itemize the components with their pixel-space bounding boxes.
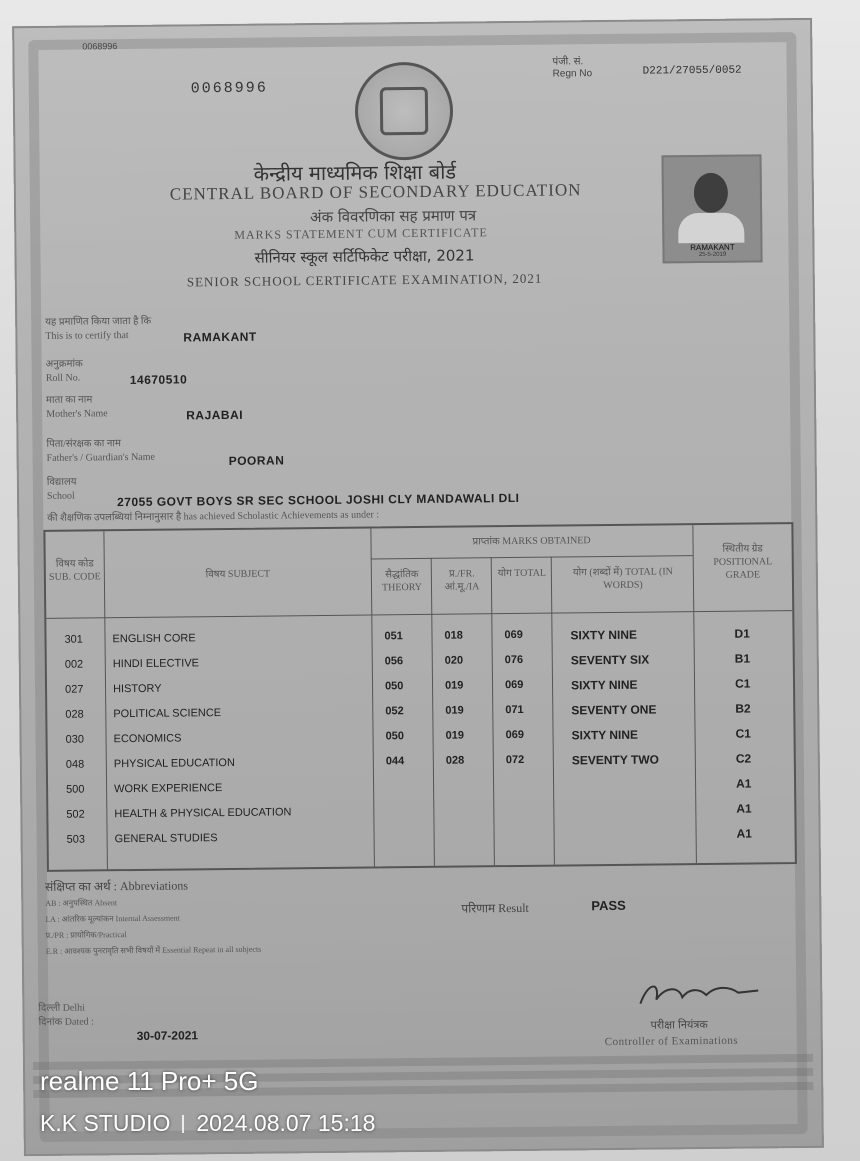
- place-label: दिल्ली Delhi: [38, 1002, 85, 1014]
- header-practical-ia: प्र./FR. आं.मू./IA: [444, 568, 480, 593]
- exam-title-hindi: सीनियर स्कूल सर्टिफिकेट परीक्षा, 2021: [254, 246, 475, 267]
- certify-label-hi: यह प्रमाणित किया जाता है कि: [45, 315, 152, 328]
- grade-cell: A1: [736, 801, 752, 816]
- abbr-essential-repeat: E.R : आवश्यक पुनरावृति सभी विषयों में Essential Repeat in all subjects: [45, 944, 262, 956]
- sub-code-cell: 027: [64, 683, 84, 696]
- regn-number: D221/27055/0052: [642, 64, 742, 78]
- abbr-practical: प्र./PR : प्रायोगिक/Practical: [45, 930, 127, 940]
- regn-label-en: Regn No: [552, 68, 593, 80]
- abbreviations-title: संक्षिप्त का अर्थ : Abbreviations: [45, 878, 189, 894]
- sub-code-cell: 301: [64, 633, 83, 646]
- serial-number: 0068996: [190, 79, 268, 98]
- student-photo: [661, 154, 762, 263]
- school-name: 27055 GOVT BOYS SR SEC SCHOOL JOSHI CLY MANDAWALI DLI: [117, 490, 520, 510]
- theory-cell: 051: [384, 630, 403, 643]
- doc-subtitle: MARKS STATEMENT CUM CERTIFICATE: [234, 225, 488, 242]
- marks-certificate: [12, 18, 824, 1156]
- controller-signature: [634, 976, 764, 1013]
- total-cell: 072: [505, 753, 525, 767]
- board-title: CENTRAL BOARD OF SECONDARY EDUCATION: [169, 180, 582, 204]
- regn-label-hi: पंजी. सं.: [552, 56, 584, 68]
- abbr-internal-assessment: I.A : आंतरिक मूल्यांकन Internal Assessment: [45, 913, 180, 924]
- camera-watermark-device: realme 11 Pro+ 5G: [40, 1066, 259, 1096]
- watermark-timestamp: 2024.08.07 15:18: [196, 1110, 376, 1136]
- grade-cell: A1: [736, 776, 752, 791]
- sub-code-cell: 500: [66, 783, 85, 796]
- sub-code-cell: 503: [66, 833, 86, 846]
- header-total-words: योग (शब्दों में) TOTAL (IN WORDS): [572, 566, 673, 592]
- grade-cell: C2: [735, 751, 752, 766]
- issue-date: 30-07-2021: [136, 1028, 199, 1043]
- header-subject: विषय SUBJECT: [205, 568, 271, 581]
- school-label: School: [46, 490, 75, 502]
- place-block: [38, 1001, 94, 1030]
- header-sub-code: विषय कोड SUB. CODE: [48, 558, 101, 583]
- grade-cell: B1: [734, 651, 751, 666]
- subject-cell: ENGLISH CORE: [112, 632, 196, 646]
- total-words-cell: SIXTY NINE: [570, 677, 638, 693]
- practical-cell: 028: [445, 754, 465, 767]
- sub-code-cell: 030: [65, 733, 85, 746]
- father-name: POORAN: [228, 453, 285, 468]
- controller-title: Controller of Examinations: [604, 1034, 739, 1049]
- grade-cell: A1: [736, 826, 753, 841]
- total-cell: 069: [504, 628, 523, 642]
- roll-block: [46, 357, 83, 385]
- total-words-cell: SIXTY NINE: [571, 727, 639, 743]
- total-cell: 071: [505, 703, 524, 717]
- theory-cell: 044: [385, 755, 405, 768]
- sub-code-cell: 048: [65, 758, 85, 771]
- sub-code-cell: 002: [64, 658, 84, 671]
- controller-title-hindi: परीक्षा नियंत्रक: [650, 1018, 708, 1032]
- cbse-seal-logo: [355, 62, 454, 161]
- father-block: [46, 437, 155, 466]
- grade-cell: B2: [735, 701, 751, 716]
- header-marks-obtained: प्राप्तांक MARKS OBTAINED: [472, 535, 591, 548]
- father-label: Father's / Guardian's Name: [46, 451, 155, 464]
- header-positional-grade: स्थितीय ग्रेड POSITIONAL GRADE: [713, 543, 773, 581]
- mother-name: RAJABAI: [186, 407, 244, 423]
- serial-small: 0068996: [82, 41, 118, 52]
- roll-label-hi: अनुक्रमांक: [45, 358, 83, 370]
- practical-cell: 019: [444, 679, 464, 692]
- subject-cell: GENERAL STUDIES: [114, 832, 218, 846]
- total-words-cell: SEVENTY TWO: [571, 752, 660, 768]
- subject-cell: HISTORY: [112, 682, 162, 696]
- theory-cell: 050: [385, 730, 404, 743]
- doc-subtitle-hindi: अंक विवरणिका सह प्रमाण पत्र: [310, 206, 477, 227]
- grade-cell: D1: [734, 626, 750, 641]
- theory-cell: 056: [384, 655, 404, 668]
- regn-label: [552, 56, 592, 80]
- mother-label: Mother's Name: [46, 408, 108, 420]
- subject-cell: HINDI ELECTIVE: [112, 657, 200, 671]
- total-cell: 069: [505, 728, 524, 742]
- total-words-cell: SIXTY NINE: [570, 627, 638, 643]
- father-label-hi: पिता/संरक्षक का नाम: [46, 438, 121, 450]
- roll-number: 14670510: [129, 372, 188, 388]
- camera-watermark-info: [40, 1110, 375, 1137]
- marks-table: [43, 522, 797, 872]
- result-value: PASS: [591, 897, 626, 914]
- practical-cell: 019: [445, 729, 464, 742]
- mother-block: [46, 393, 108, 422]
- total-words-cell: SEVENTY ONE: [571, 702, 657, 718]
- exam-title: SENIOR SCHOOL CERTIFICATE EXAMINATION, 2021: [186, 270, 543, 290]
- practical-cell: 018: [444, 629, 463, 642]
- school-label-hi: विद्यालय: [46, 476, 77, 488]
- header-theory: सैद्धांतिक THEORY: [381, 568, 423, 594]
- subject-cell: HEALTH & PHYSICAL EDUCATION: [114, 806, 292, 821]
- total-words-cell: SEVENTY SIX: [570, 652, 650, 668]
- theory-cell: 052: [385, 705, 404, 718]
- school-block: [47, 476, 77, 504]
- mother-label-hi: माता का नाम: [45, 394, 93, 406]
- certify-label: This is to certify that: [45, 330, 129, 342]
- roll-label: Roll No.: [45, 372, 81, 384]
- sub-code-cell: 028: [65, 708, 84, 721]
- theory-cell: 050: [384, 680, 404, 693]
- watermark-studio: K.K STUDIO: [40, 1110, 171, 1136]
- practical-cell: 020: [444, 654, 464, 667]
- abbr-absent: AB : अनुपस्थित Absent: [45, 898, 118, 908]
- board-title-hindi: केन्द्रीय माध्यमिक शिक्षा बोर्ड: [253, 159, 457, 186]
- dated-label: दिनांक Dated :: [38, 1016, 94, 1028]
- subject-cell: POLITICAL SCIENCE: [113, 707, 222, 721]
- total-cell: 069: [504, 678, 524, 692]
- grade-cell: C1: [735, 726, 751, 741]
- result-label: परिणाम Result: [461, 900, 529, 916]
- subject-cell: ECONOMICS: [113, 732, 182, 746]
- practical-cell: 019: [445, 704, 464, 717]
- subject-cell: WORK EXPERIENCE: [114, 782, 223, 796]
- photo-date: 25-5-2019: [698, 251, 727, 259]
- student-name: RAMAKANT: [183, 329, 257, 345]
- header-total: योग TOTAL: [497, 567, 547, 580]
- achievement-statement: की शैक्षणिक उपलब्धियां निम्नानुसार है has achieved Scholastic Achievements as under :: [47, 509, 380, 524]
- certify-block: [45, 315, 151, 344]
- grade-cell: C1: [734, 676, 751, 691]
- subject-cell: PHYSICAL EDUCATION: [113, 756, 235, 771]
- sub-code-cell: 502: [66, 808, 85, 821]
- photo-caption: RAMAKANT: [690, 242, 735, 253]
- total-cell: 076: [504, 653, 524, 667]
